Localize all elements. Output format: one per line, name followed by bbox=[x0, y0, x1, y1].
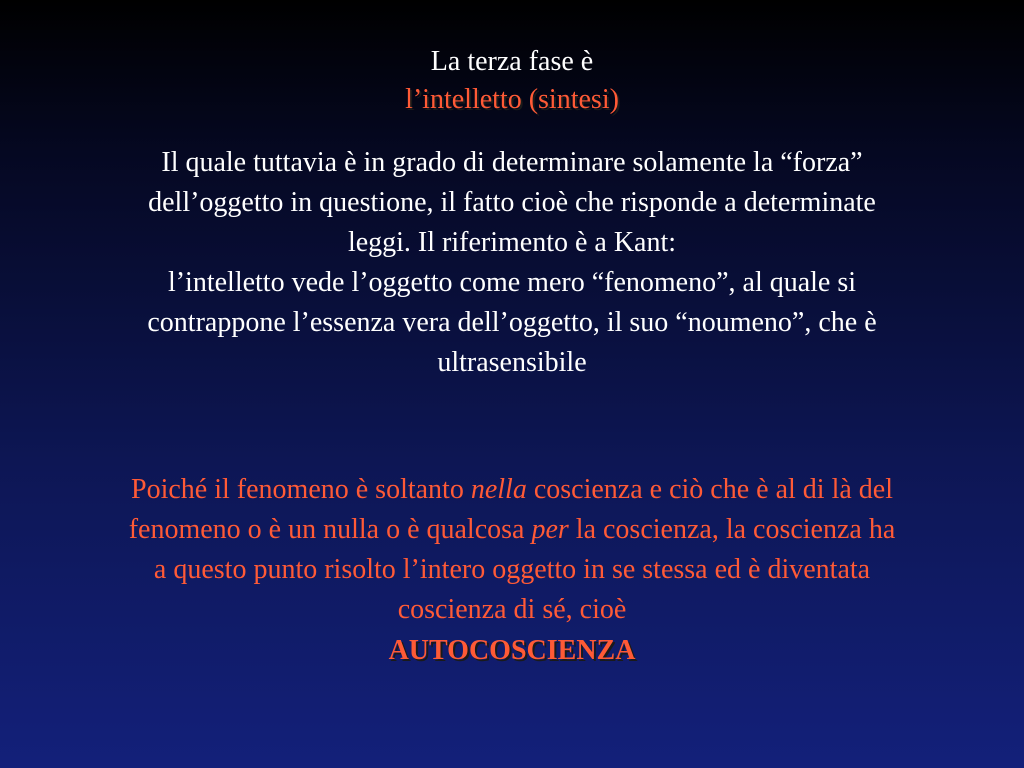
paragraph-2-line-2 bbox=[40, 510, 984, 550]
paragraph-1 bbox=[40, 143, 984, 383]
paragraph-1-line-6: ultrasensibile bbox=[437, 347, 587, 378]
paragraph-2-line-1 bbox=[40, 470, 984, 510]
paragraph-2-line-4: coscienza di sé, cioè bbox=[397, 594, 627, 625]
conclusion-autocoscienza: AUTOCOSCIENZA bbox=[388, 635, 636, 666]
paragraph-2 bbox=[40, 470, 984, 672]
heading-line-2: l’intelletto (sintesi) bbox=[405, 84, 619, 115]
paragraph-1-line-1: Il quale tuttavia è in grado di determinare solamente la “forza” bbox=[161, 147, 863, 178]
paragraph-1-line-2: dell’oggetto in questione, il fatto cioè che risponde a determinate bbox=[148, 187, 876, 218]
paragraph-2-line-3: a questo punto risolto l’intero oggetto in se stessa ed è diventata bbox=[153, 554, 871, 585]
paragraph-2-line-1-b: coscienza e ciò che è al di là del bbox=[526, 474, 893, 505]
paragraph-2-line-2-b: la coscienza, la coscienza ha bbox=[568, 514, 896, 545]
paragraph-1-line-5: contrappone l’essenza vera dell’oggetto, il suo “noumeno”, che è bbox=[147, 307, 877, 338]
heading-line-1: La terza fase è bbox=[430, 46, 594, 77]
emphasis-nella: nella bbox=[470, 474, 527, 505]
paragraph-2-line-2-a: fenomeno o è un nulla o è qualcosa bbox=[128, 514, 532, 545]
emphasis-per: per bbox=[531, 514, 569, 545]
paragraph-2-line-1-a: Poiché il fenomeno è soltanto bbox=[131, 474, 471, 505]
paragraph-1-line-3: leggi. Il riferimento è a Kant: bbox=[347, 227, 677, 258]
slide-heading bbox=[40, 43, 984, 119]
paragraph-1-line-4: l’intelletto vede l’oggetto come mero “fenomeno”, al quale si bbox=[167, 267, 857, 298]
